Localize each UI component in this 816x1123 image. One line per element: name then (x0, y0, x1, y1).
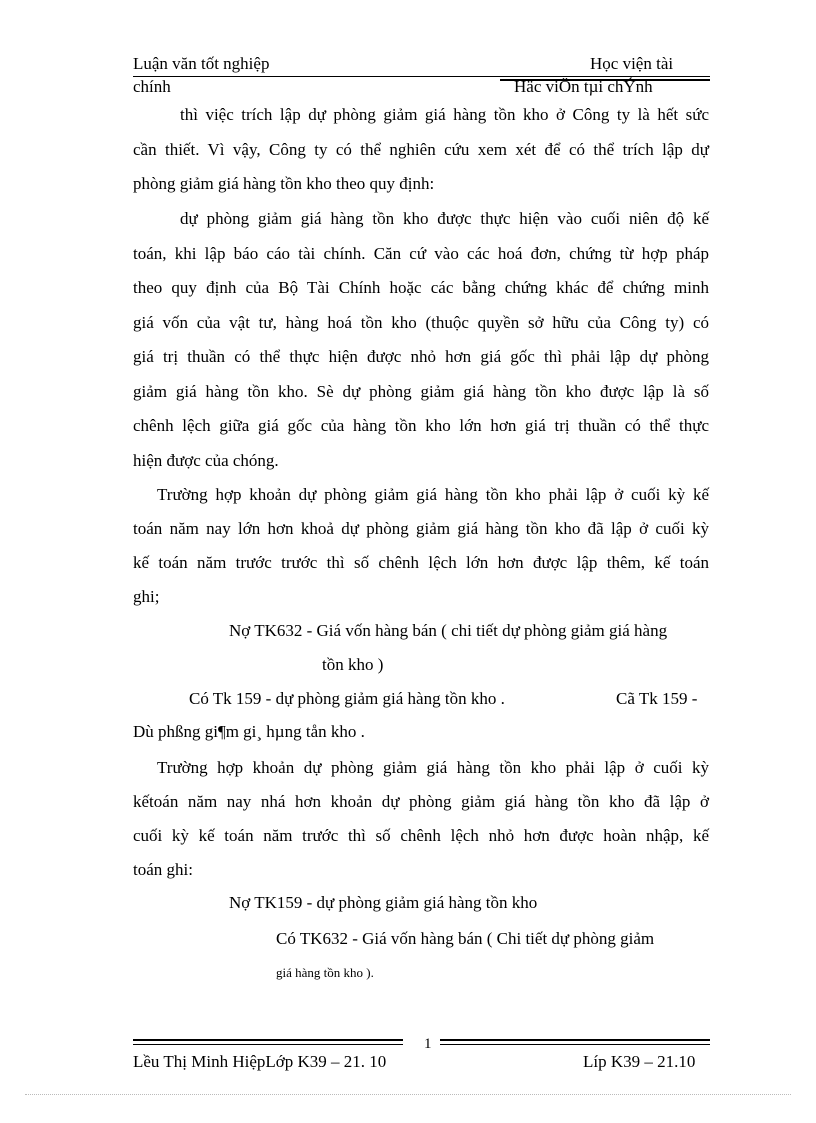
p2-line-5: giá trị thuần có thể thực hiện được nhỏ hơn giá gốc thì phải lập dự phòng (133, 347, 709, 366)
p3-line-4: ghi; (133, 587, 160, 606)
p4-line-2: kếtoán năm nay nhá hơn khoản dự phòng giảm giá hàng tồn kho đã lập ở (133, 792, 709, 811)
entry1-credit-garbled-right: Cã Tk 159 - (616, 689, 698, 708)
entry1-credit: Có Tk 159 - dự phòng giảm giá hàng tồn kho . (189, 689, 505, 708)
entry1-debit-line1: Nợ TK632 - Giá vốn hàng bán ( chi tiết dự phòng giảm giá hàng (229, 621, 668, 640)
header-right-line1: Học viện tài (590, 54, 674, 73)
footer-rule-left-top (133, 1039, 403, 1041)
p1-line-2: cần thiết. Vì vậy, Công ty có thể nghiên cứu xem xét để có thể trích lập dự (133, 140, 709, 159)
footer-left: Lều Thị Minh HiệpLớp K39 – 21. 10 (133, 1052, 387, 1071)
p1-line-1: thì việc trích lập dự phòng giảm giá hàng tồn kho ở Công ty là hết sức (180, 105, 709, 124)
footer-rule-right-top (440, 1039, 710, 1041)
p3-line-3: kế toán năm trước trước thì số chênh lệch lớn hơn được lập thêm, kế toán (133, 553, 709, 572)
entry1-debit-line2: tồn kho ) (322, 655, 384, 674)
p2-line-3: theo quy định của Bộ Tài Chính hoặc các bằng chứng khác để chứng minh (133, 278, 709, 297)
p2-line-2: toán, khi lập báo cáo tài chính. Căn cứ vào các hoá đơn, chứng từ hợp pháp (133, 244, 709, 263)
p4-line-3: cuối kỳ kế toán năm trước thì số chênh lệch nhỏ hơn được hoàn nhập, kế (133, 826, 709, 845)
header-right-line2: Häc viÖn tµi chÝnh (514, 77, 653, 96)
p4-line-4: toán ghi: (133, 860, 193, 879)
footer-right: Líp K39 – 21.10 (583, 1052, 696, 1071)
p4-line-1: Trường hợp khoản dự phòng giảm giá hàng tồn kho phải lập ở cuối kỳ (157, 758, 709, 777)
p2-line-7: chênh lệch giữa giá gốc của hàng tồn kho lớn hơn giá trị thuần có thể thực (133, 416, 709, 435)
entry2-debit: Nợ TK159 - dự phòng giảm giá hàng tồn kho (229, 893, 538, 912)
p2-line-1: dự phòng giảm giá hàng tồn kho được thực hiện vào cuối niên độ kế (180, 209, 709, 228)
p3-line-2: toán năm nay lớn hơn khoả dự phòng giảm giá hàng tồn kho đã lập ở cuối kỳ (133, 519, 709, 538)
header-left-line2: chính (133, 77, 171, 96)
entry2-credit-line1: Có TK632 - Giá vốn hàng bán ( Chi tiết dự phòng giảm (276, 929, 655, 948)
p3-line-1: Trường hợp khoản dự phòng giảm giá hàng tồn kho phải lập ở cuối kỳ kế (157, 485, 709, 504)
p2-line-8: hiện được của chóng. (133, 451, 279, 470)
p2-line-6: giảm giá hàng tồn kho. Sè dự phòng giảm giá hàng tồn kho được lập là số (133, 382, 709, 401)
page-number: 1 (424, 1036, 432, 1052)
footer-rule-left-bottom (133, 1044, 403, 1045)
page-bottom-dotted-border (25, 1094, 791, 1095)
p2-line-4: giá vốn của vật tư, hàng hoá tồn kho (thuộc quyền sở hữu của Công ty) có (133, 313, 709, 332)
header-left-line1: Luận văn tốt nghiệp (133, 54, 270, 73)
p1-line-3: phòng giảm giá hàng tồn kho theo quy định: (133, 174, 435, 193)
entry2-credit-line2: giá hàng tồn kho ). (276, 965, 374, 980)
entry1-credit-garbled-left: Dù phßng gi¶m gi¸ hµng tån kho . (133, 722, 365, 741)
footer-rule-right-bottom (440, 1044, 710, 1045)
